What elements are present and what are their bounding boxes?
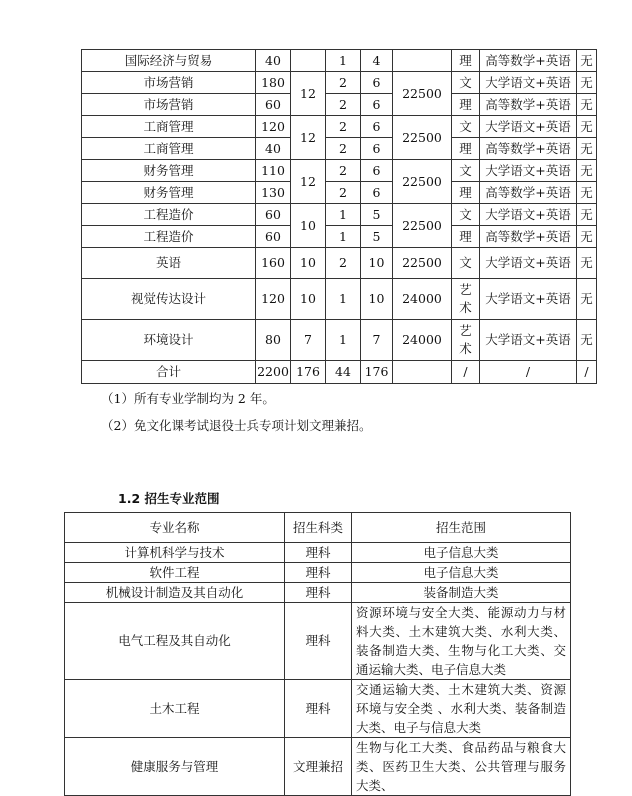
exam-subjects: 高等数学+英语 — [480, 94, 577, 116]
tuition: 22500 — [393, 204, 452, 248]
category: 文 — [452, 72, 480, 94]
cell: 12 — [291, 116, 326, 160]
cell: 无 — [577, 160, 597, 182]
table-row — [65, 583, 571, 603]
cell: 2 — [326, 116, 361, 138]
exam-subjects: 高等数学+英语 — [480, 226, 577, 248]
major-name: 工程造价 — [82, 204, 256, 226]
table-row — [82, 182, 597, 204]
major-name: 软件工程 — [65, 563, 285, 583]
cell: 1 — [326, 50, 361, 72]
cell: 1 — [326, 279, 361, 320]
category-text: 艺术 — [459, 323, 472, 356]
table-row — [82, 72, 597, 94]
category: 文理兼招 — [285, 738, 352, 796]
cell: 1 — [326, 204, 361, 226]
cell: 2 — [326, 160, 361, 182]
cell: 无 — [577, 94, 597, 116]
scope: 电子信息大类 — [352, 563, 571, 583]
scope: 装备制造大类 — [352, 583, 571, 603]
cell: 176 — [361, 361, 393, 384]
cell: 2 — [326, 72, 361, 94]
category: 文 — [452, 116, 480, 138]
section-title: 1.2 招生专业范围 — [118, 491, 220, 506]
cell: 44 — [326, 361, 361, 384]
table-row — [65, 543, 571, 563]
cell: 无 — [577, 248, 597, 279]
major-name: 市场营销 — [82, 94, 256, 116]
table-row — [82, 94, 597, 116]
cell: 6 — [361, 138, 393, 160]
plan-count: 40 — [256, 50, 291, 72]
cell: 7 — [291, 320, 326, 361]
tuition: 24000 — [393, 279, 452, 320]
table-row — [65, 563, 571, 583]
major-name: 计算机科学与技术 — [65, 543, 285, 563]
major-name: 土木工程 — [65, 680, 285, 738]
category: 理 — [452, 50, 480, 72]
cell: 无 — [577, 204, 597, 226]
major-name: 工商管理 — [82, 138, 256, 160]
plan-count: 180 — [256, 72, 291, 94]
category: 理科 — [285, 563, 352, 583]
cell: / — [480, 361, 577, 384]
cell — [393, 361, 452, 384]
plan-count: 120 — [256, 116, 291, 138]
cell: 6 — [361, 160, 393, 182]
category: 理 — [452, 138, 480, 160]
exam-subjects: 大学语文+英语 — [480, 72, 577, 94]
cell: 1 — [326, 226, 361, 248]
cell: 无 — [577, 320, 597, 361]
cell: 无 — [577, 116, 597, 138]
total-label: 合计 — [82, 361, 256, 384]
table-row — [65, 680, 571, 738]
category-text: 艺术 — [459, 282, 472, 315]
cell: 5 — [361, 204, 393, 226]
cell: 无 — [577, 279, 597, 320]
enrollment-plan-table — [81, 49, 597, 384]
note-2: （2）免文化课考试退役士兵专项计划文理兼招。 — [101, 418, 372, 433]
scope: 电子信息大类 — [352, 543, 571, 563]
exam-subjects: 高等数学+英语 — [480, 50, 577, 72]
category: 理 — [452, 226, 480, 248]
cell: 2 — [326, 94, 361, 116]
plan-count: 110 — [256, 160, 291, 182]
exam-subjects: 大学语文+英语 — [480, 320, 577, 361]
cell: / — [577, 361, 597, 384]
cell: 6 — [361, 182, 393, 204]
cell: 10 — [291, 204, 326, 248]
exam-subjects: 大学语文+英语 — [480, 116, 577, 138]
cell: 1 — [326, 320, 361, 361]
category: 理 — [452, 182, 480, 204]
tuition: 22500 — [393, 248, 452, 279]
tuition: 24000 — [393, 320, 452, 361]
major-name: 英语 — [82, 248, 256, 279]
table-row — [82, 116, 597, 138]
scope: 生物与化工大类、食品药品与粮食大类、医药卫生大类、公共管理与服务大类、 — [352, 738, 571, 796]
cell: 10 — [361, 248, 393, 279]
cell: 无 — [577, 50, 597, 72]
cell: 2 — [326, 248, 361, 279]
exam-subjects: 大学语文+英语 — [480, 204, 577, 226]
plan-count: 130 — [256, 182, 291, 204]
scope: 资源环境与安全大类、能源动力与材料大类、土木建筑大类、水利大类、装备制造大类、生物与化工大类、交通运输大类、电子信息大类 — [352, 603, 571, 680]
cell: 10 — [361, 279, 393, 320]
table-row — [82, 226, 597, 248]
cell: 6 — [361, 72, 393, 94]
cell: 4 — [361, 50, 393, 72]
cell: 无 — [577, 182, 597, 204]
cell: 176 — [291, 361, 326, 384]
cell: / — [452, 361, 480, 384]
major-name: 财务管理 — [82, 182, 256, 204]
header-scope: 招生范围 — [352, 513, 571, 543]
category — [452, 279, 480, 320]
tuition: 22500 — [393, 160, 452, 204]
table-row — [65, 738, 571, 796]
header-row — [65, 513, 571, 543]
total-plan: 2200 — [256, 361, 291, 384]
exam-subjects: 大学语文+英语 — [480, 248, 577, 279]
scope: 交通运输大类、土木建筑大类、资源环境与安全类 、水利大类、装备制造大类、电子与信息大类 — [352, 680, 571, 738]
cell: 2 — [326, 138, 361, 160]
header-category: 招生科类 — [285, 513, 352, 543]
table-row — [82, 248, 597, 279]
cell: 2 — [326, 182, 361, 204]
major-name: 电气工程及其自动化 — [65, 603, 285, 680]
major-name: 工商管理 — [82, 116, 256, 138]
exam-subjects: 大学语文+英语 — [480, 160, 577, 182]
plan-count: 40 — [256, 138, 291, 160]
cell: 无 — [577, 138, 597, 160]
plan-count: 80 — [256, 320, 291, 361]
cell: 无 — [577, 226, 597, 248]
category: 理 — [452, 94, 480, 116]
cell: 10 — [291, 248, 326, 279]
major-scope-table — [64, 512, 571, 796]
table-row — [65, 603, 571, 680]
tuition: 22500 — [393, 72, 452, 116]
major-name: 视觉传达设计 — [82, 279, 256, 320]
exam-subjects: 高等数学+英语 — [480, 138, 577, 160]
category — [452, 320, 480, 361]
category: 理科 — [285, 583, 352, 603]
major-name: 机械设计制造及其自动化 — [65, 583, 285, 603]
category: 文 — [452, 204, 480, 226]
table-row — [82, 204, 597, 226]
plan-count: 60 — [256, 204, 291, 226]
table-row — [82, 320, 597, 361]
total-row — [82, 361, 597, 384]
exam-subjects: 大学语文+英语 — [480, 279, 577, 320]
cell: 10 — [291, 279, 326, 320]
category: 理科 — [285, 543, 352, 563]
exam-subjects: 高等数学+英语 — [480, 182, 577, 204]
cell: 12 — [291, 160, 326, 204]
table-row — [82, 138, 597, 160]
table-row — [82, 279, 597, 320]
cell: 6 — [361, 94, 393, 116]
tuition: 22500 — [393, 116, 452, 160]
table-row — [82, 160, 597, 182]
major-name: 国际经济与贸易 — [82, 50, 256, 72]
cell: 6 — [361, 116, 393, 138]
cell: 无 — [577, 72, 597, 94]
cell: 12 — [291, 72, 326, 116]
category: 文 — [452, 160, 480, 182]
plan-count: 60 — [256, 226, 291, 248]
major-name: 财务管理 — [82, 160, 256, 182]
header-major: 专业名称 — [65, 513, 285, 543]
major-name: 健康服务与管理 — [65, 738, 285, 796]
major-name: 市场营销 — [82, 72, 256, 94]
major-name: 环境设计 — [82, 320, 256, 361]
plan-count: 60 — [256, 94, 291, 116]
table-row — [82, 50, 597, 72]
cell: 5 — [361, 226, 393, 248]
category: 理科 — [285, 603, 352, 680]
category: 理科 — [285, 680, 352, 738]
plan-count: 120 — [256, 279, 291, 320]
category: 文 — [452, 248, 480, 279]
cell: 7 — [361, 320, 393, 361]
plan-count: 160 — [256, 248, 291, 279]
tuition — [393, 50, 452, 72]
cell — [291, 50, 326, 72]
note-1: （1）所有专业学制均为 2 年。 — [101, 391, 275, 406]
major-name: 工程造价 — [82, 226, 256, 248]
